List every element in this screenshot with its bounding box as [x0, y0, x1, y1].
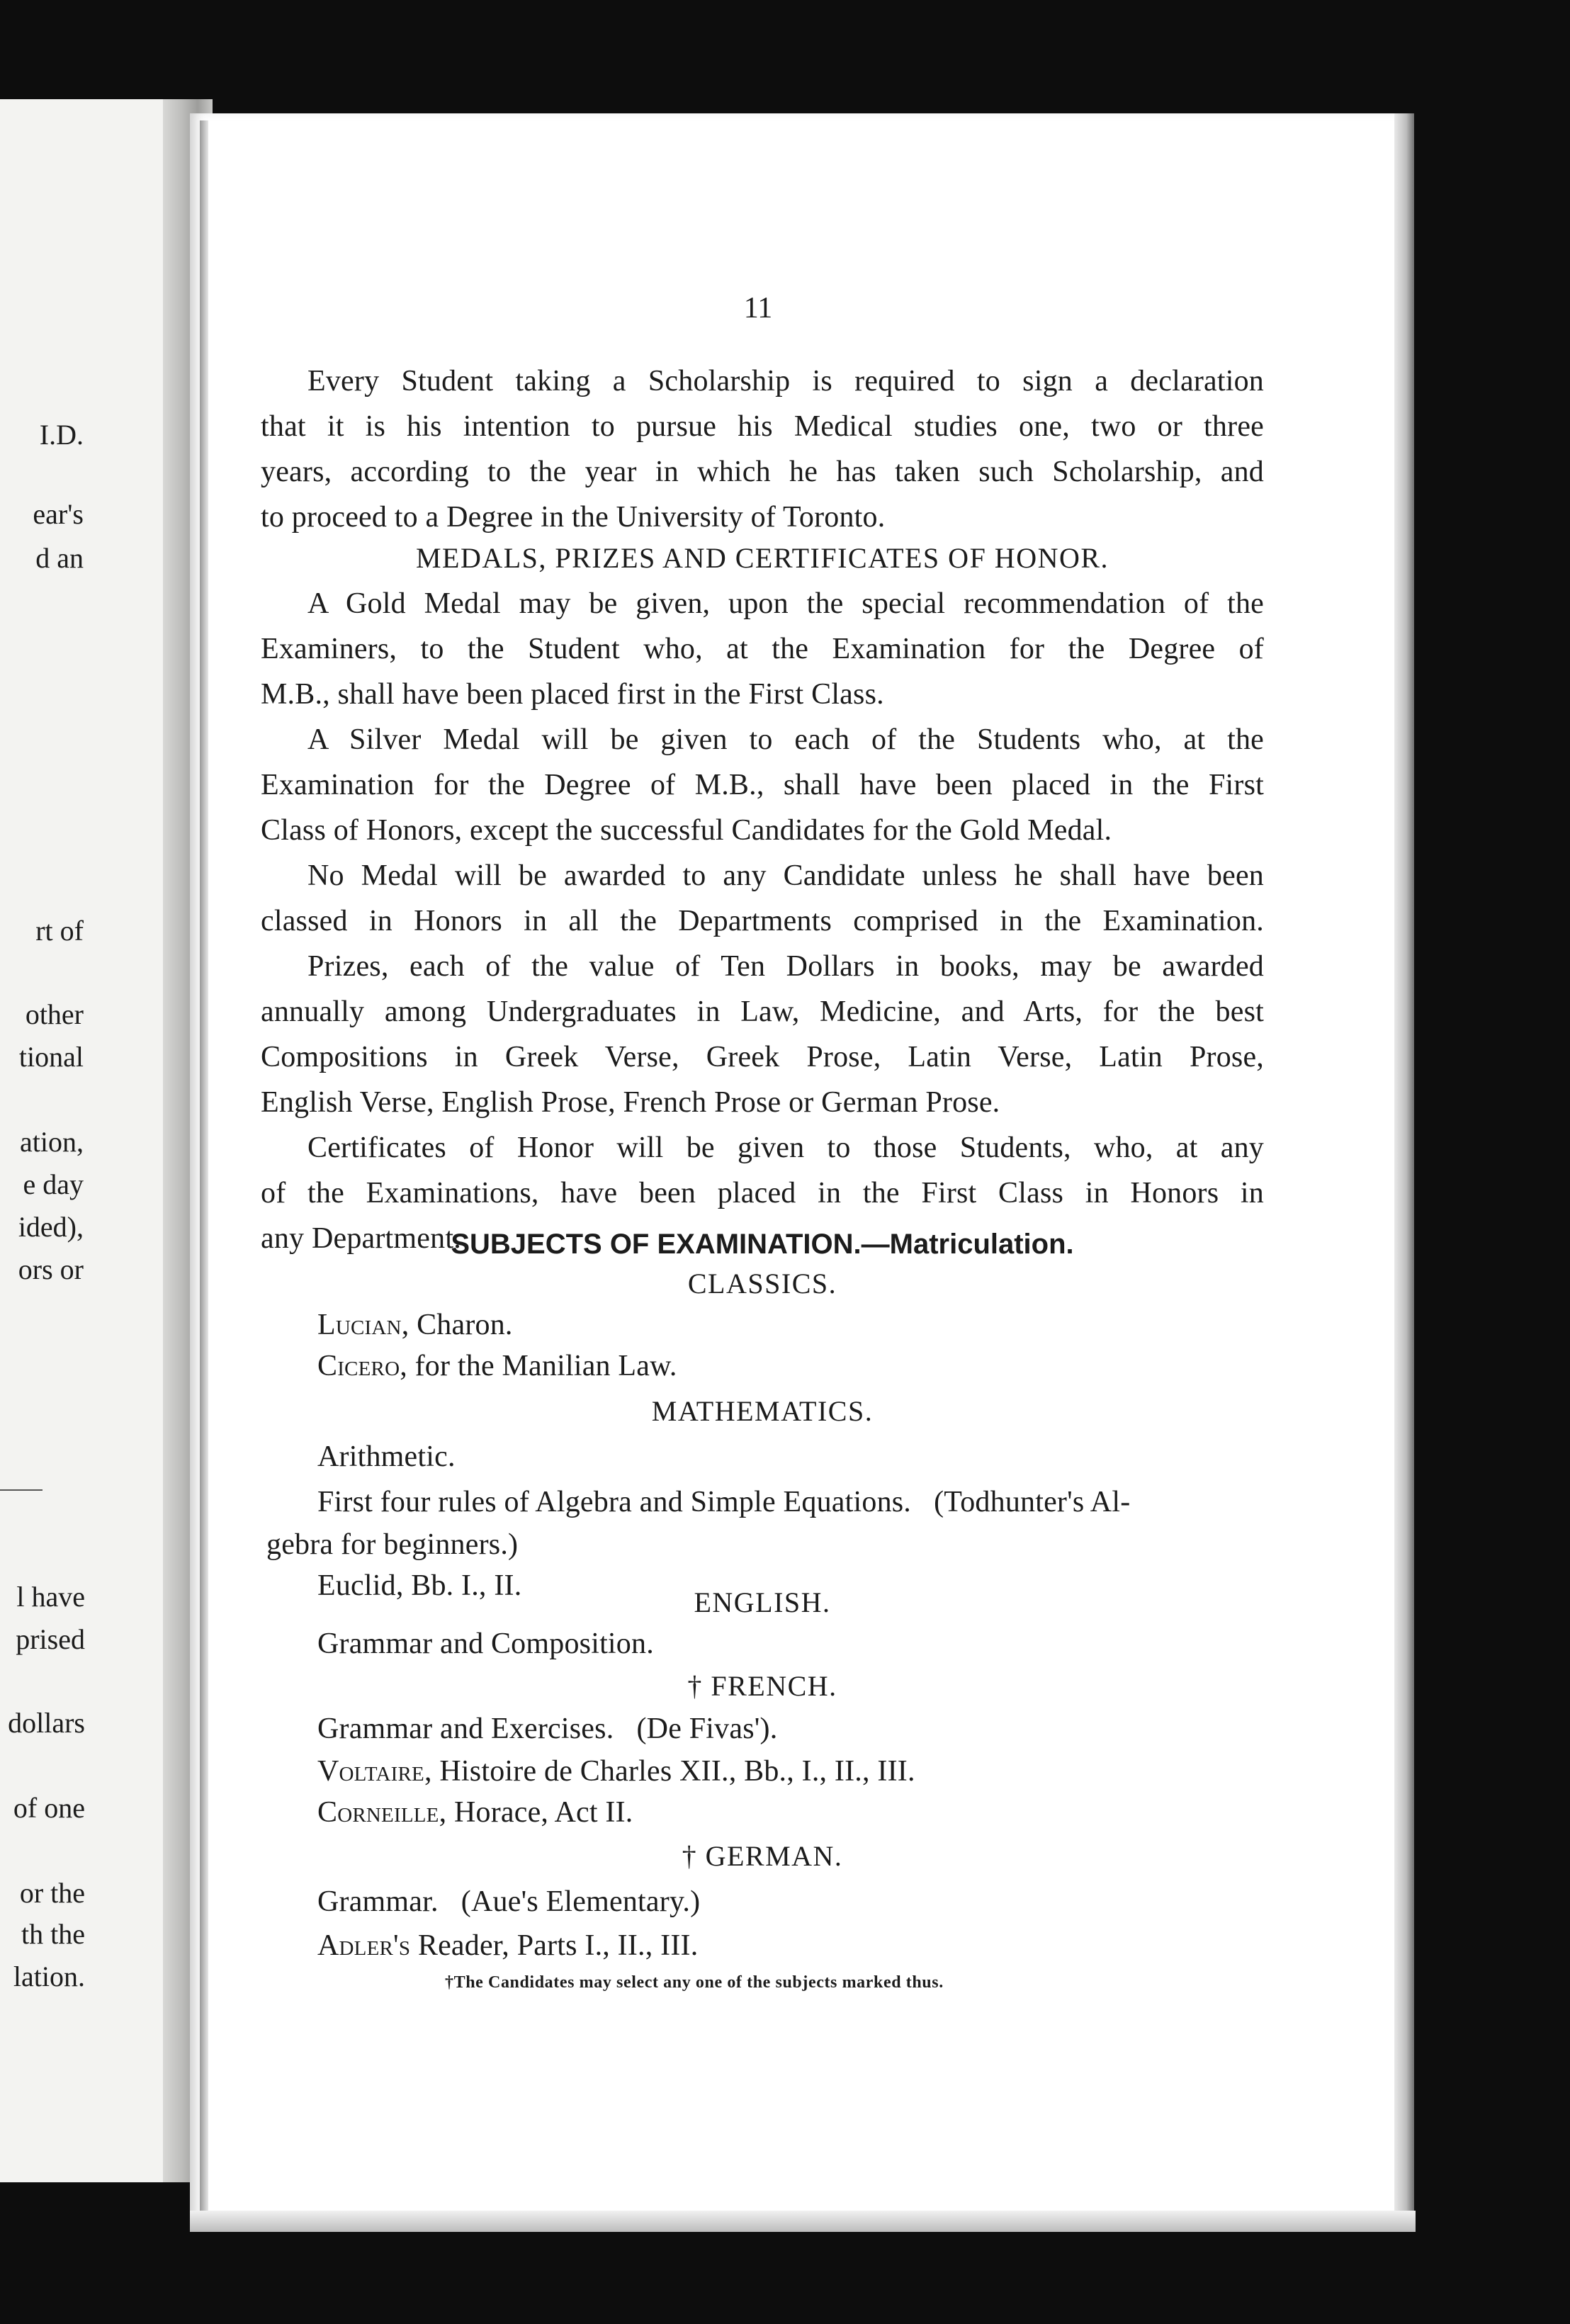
page-number: 11 [743, 292, 773, 325]
prizes-line: annually among Undergraduates in Law, Medicine, and Arts, for the best [261, 995, 1264, 1028]
mathematics-heading: MATHEMATICS. [651, 1395, 874, 1427]
scholarship-line: to proceed to a Degree in the University of Toronto. [261, 501, 886, 534]
author-name: Cicero [317, 1350, 400, 1382]
author-name: Lucian [317, 1309, 402, 1341]
prizes-line: English Verse, English Prose, French Prose or German Prose. [261, 1086, 1000, 1119]
left-fragment: d an [35, 542, 84, 574]
gold-medal-line: A Gold Medal may be given, upon the special recommendation of the [307, 587, 1264, 620]
german-line: Grammar. (Aue's Elementary.) [317, 1885, 701, 1918]
subjects-heading: SUBJECTS OF EXAMINATION.—Matriculation. [451, 1229, 1074, 1260]
left-fragment: ear's [33, 498, 84, 530]
left-fragment: I.D. [39, 419, 84, 451]
left-fragment: ation, [20, 1126, 84, 1158]
french-item [317, 1750, 915, 1793]
mathematics-line: Arithmetic. [317, 1440, 456, 1473]
certificates-line: any Department. [261, 1222, 461, 1255]
prizes-line: Compositions in Greek Verse, Greek Prose, Latin Verse, Latin Prose, [261, 1041, 1264, 1073]
author-name: Voltaire [317, 1755, 424, 1788]
left-fragment: tional [18, 1041, 84, 1073]
author-name: Corneille [317, 1796, 439, 1829]
french-line: Grammar and Exercises. (De Fivas'). [317, 1713, 778, 1745]
mathematics-line: First four rules of Algebra and Simple Equations. (Todhunter's Al- [317, 1486, 1131, 1518]
silver-medal-line: Examination for the Degree of M.B., shall have been placed in the First [261, 769, 1264, 801]
work-title: , for the Manilian Law. [400, 1350, 677, 1382]
left-fragment: prised [16, 1623, 85, 1655]
page-outer-edge [1394, 113, 1414, 2232]
left-fragment: other [25, 998, 84, 1030]
scholarship-line: Every Student taking a Scholarship is required to sign a declaration [307, 365, 1264, 397]
gold-medal-line: Examiners, to the Student who, at the Examination for the Degree of [261, 633, 1264, 665]
left-fragment: ors or [18, 1253, 84, 1285]
footnote: †The Candidates may select any one of the subjects marked thus. [445, 1973, 944, 1992]
work-title: , Charon. [401, 1309, 513, 1341]
certificates-line: Certificates of Honor will be given to those Students, who, at any [307, 1132, 1264, 1164]
german-heading: † GERMAN. [682, 1840, 843, 1872]
french-item [317, 1791, 633, 1834]
left-facing-page [0, 99, 186, 2182]
classics-item [317, 1345, 677, 1387]
left-fragment: lation. [13, 1961, 85, 1992]
left-divider [0, 1489, 43, 1491]
medals-heading: MEDALS, PRIZES AND CERTIFICATES OF HONOR. [415, 542, 1109, 574]
french-heading: † FRENCH. [687, 1670, 837, 1702]
no-medal-line: No Medal will be awarded to any Candidate unless he shall have been [307, 859, 1264, 892]
scholarship-line: years, according to the year in which he has taken such Scholarship, and [261, 456, 1264, 488]
left-fragment: dollars [8, 1707, 85, 1739]
mathematics-line: gebra for beginners.) [266, 1528, 519, 1561]
left-fragment: th the [21, 1918, 85, 1950]
left-fragment: rt of [35, 915, 84, 947]
silver-medal-line: Class of Honors, except the successful Candidates for the Gold Medal. [261, 814, 1112, 847]
certificates-line: of the Examinations, have been placed in the First Class in Honors in [261, 1177, 1264, 1209]
page-inner-edge [200, 120, 208, 2218]
page-bottom-edge [190, 2211, 1416, 2232]
prizes-line: Prizes, each of the value of Ten Dollars in books, may be awarded [307, 950, 1264, 983]
classics-heading: CLASSICS. [687, 1268, 837, 1299]
classics-item [317, 1304, 513, 1346]
gold-medal-line: M.B., shall have been placed first in the First Class. [261, 678, 884, 711]
left-fragment: e day [23, 1168, 84, 1200]
english-line: Grammar and Composition. [317, 1628, 654, 1660]
left-fragment: ided), [18, 1211, 84, 1243]
author-name: Adler's [317, 1929, 411, 1962]
left-fragment: of one [13, 1792, 85, 1824]
left-fragment: l have [16, 1581, 85, 1613]
english-heading: ENGLISH. [694, 1586, 831, 1618]
work-title: Reader, Parts I., II., III. [410, 1929, 699, 1962]
left-fragment: or the [19, 1877, 85, 1909]
no-medal-line: classed in Honors in all the Departments comprised in the Examination. [261, 905, 1264, 937]
mathematics-line: Euclid, Bb. I., II. [317, 1569, 522, 1602]
work-title: , Horace, Act II. [439, 1796, 633, 1829]
scholarship-line: that it is his intention to pursue his Medical studies one, two or three [261, 410, 1264, 443]
work-title: , Histoire de Charles XII., Bb., I., II., III. [424, 1755, 915, 1788]
silver-medal-line: A Silver Medal will be given to each of the Students who, at the [307, 723, 1264, 756]
german-item [317, 1924, 698, 1967]
